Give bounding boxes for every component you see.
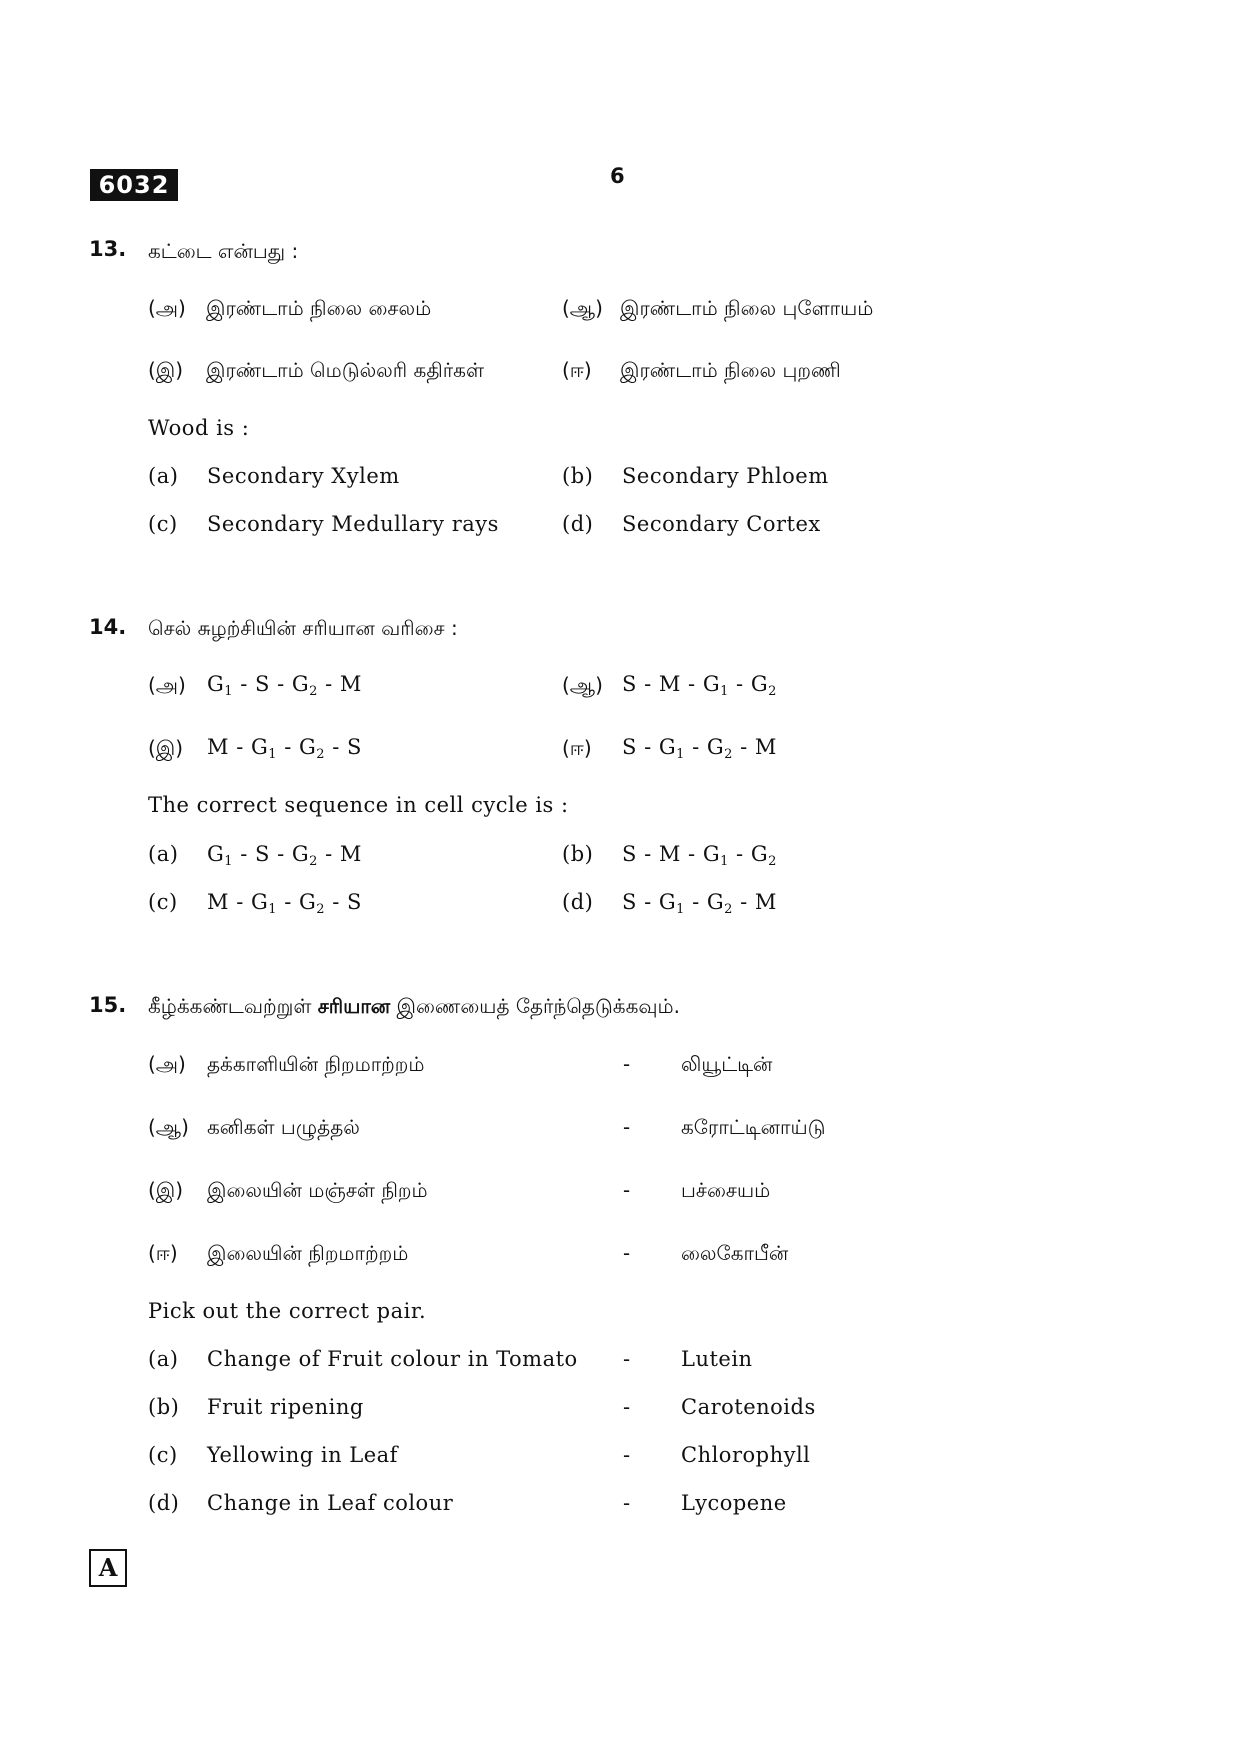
q13-number: 13. — [89, 237, 127, 261]
q15-en-pair-d-right: Lycopene — [681, 1491, 787, 1515]
q13-ta-opt-a-text: இரண்டாம் நிலை சைலம் — [206, 296, 432, 320]
q13-en-opt-a-text: Secondary Xylem — [207, 464, 400, 488]
q13-ta-opt-a-label: (அ) — [148, 296, 186, 320]
q15-en-pair-a-label: (a) — [148, 1347, 179, 1371]
q15-en-pair-d-dash: - — [623, 1491, 631, 1515]
q15-ta-pair-a-dash: - — [623, 1052, 631, 1076]
q14-ta-opt-a-sequence: $G_1$ - S - $G_2$ - M — [207, 672, 362, 699]
q15-ta-pair-b-right: கரோட்டினாய்டு — [681, 1115, 826, 1139]
q14-ta-opt-b-label: (ஆ) — [562, 673, 603, 697]
q15-ta-pair-a-right: லியூட்டின் — [681, 1052, 773, 1076]
q15-ta-pair-b-dash: - — [623, 1115, 631, 1139]
q15-en-pair-d-left: Change in Leaf colour — [207, 1491, 454, 1515]
q13-ta-opt-b-label: (ஆ) — [562, 296, 603, 320]
q13-ta-opt-d-label: (ஈ) — [562, 358, 592, 382]
q14-en-opt-c-sequence: M - $G_1 - G_2$ - S — [207, 890, 362, 917]
q15-en-pair-b-left: Fruit ripening — [207, 1395, 364, 1419]
q14-en-opt-b-sequence: S - M - $G_1 - G_2$ — [622, 842, 777, 869]
q13-en-opt-d-label: (d) — [562, 512, 594, 536]
q14-tamil-question: செல் சுழற்சியின் சரியான வரிசை : — [148, 616, 458, 640]
q13-ta-opt-c-text: இரண்டாம் மெடுல்லரி கதிர்கள் — [206, 358, 484, 382]
q14-ta-opt-c-sequence: M - $G_1 - G_2$ - S — [207, 735, 362, 762]
q15-tamil-question: கீழ்க்கண்டவற்றுள் சரியான இணையைத் தேர்ந்தெடுக்கவும். — [148, 994, 680, 1018]
q15-en-pair-d-label: (d) — [148, 1491, 180, 1515]
q14-en-opt-d-label: (d) — [562, 890, 594, 914]
q15-ta-pair-d-right: லைகோபீன் — [681, 1241, 789, 1265]
q15-en-pair-c-right: Chlorophyll — [681, 1443, 811, 1467]
q15-en-pair-a-right: Lutein — [681, 1347, 753, 1371]
q15-ta-pair-d-dash: - — [623, 1241, 631, 1265]
q14-ta-opt-b-sequence: S - M - $G_1 - G_2$ — [622, 672, 777, 699]
q15-en-pair-b-label: (b) — [148, 1395, 180, 1419]
q15-ta-pair-c-right: பச்சையம் — [681, 1178, 771, 1202]
q14-ta-opt-c-label: (இ) — [148, 736, 184, 760]
q14-ta-opt-d-sequence: S - $G_1 - G_2$ - M — [622, 735, 777, 762]
q15-en-pair-a-dash: - — [623, 1347, 631, 1371]
q14-ta-opt-a-label: (அ) — [148, 673, 186, 697]
q14-en-opt-c-label: (c) — [148, 890, 178, 914]
q13-tamil-question: கட்டை என்பது : — [148, 239, 299, 263]
q15-en-pair-c-left: Yellowing in Leaf — [207, 1443, 398, 1467]
q13-en-opt-b-text: Secondary Phloem — [622, 464, 829, 488]
q13-ta-opt-b-text: இரண்டாம் நிலை புளோயம் — [620, 296, 874, 320]
version-letter-box: A — [89, 1549, 127, 1587]
q15-ta-pair-c-dash: - — [623, 1178, 631, 1202]
q14-english-question: The correct sequence in cell cycle is : — [148, 793, 569, 817]
q15-en-pair-c-label: (c) — [148, 1443, 178, 1467]
q15-ta-pair-b-label: (ஆ) — [148, 1115, 189, 1139]
q13-english-question: Wood is : — [148, 416, 250, 440]
q15-ta-pair-b-left: கனிகள் பழுத்தல் — [207, 1115, 360, 1139]
page-number: 6 — [610, 164, 625, 188]
paper-code: 6032 — [90, 169, 178, 201]
q14-ta-opt-d-label: (ஈ) — [562, 736, 592, 760]
q14-en-opt-b-label: (b) — [562, 842, 594, 866]
q13-ta-opt-d-text: இரண்டாம் நிலை புறணி — [620, 358, 841, 382]
q15-number: 15. — [89, 993, 127, 1017]
q15-en-pair-c-dash: - — [623, 1443, 631, 1467]
q15-ta-pair-a-left: தக்காளியின் நிறமாற்றம் — [207, 1052, 425, 1076]
q15-ta-pair-a-label: (அ) — [148, 1052, 186, 1076]
q15-en-pair-a-left: Change of Fruit colour in Tomato — [207, 1347, 578, 1371]
q13-en-opt-d-text: Secondary Cortex — [622, 512, 821, 536]
q13-en-opt-b-label: (b) — [562, 464, 594, 488]
q15-ta-pair-c-left: இலையின் மஞ்சள் நிறம் — [207, 1178, 428, 1202]
q13-ta-opt-c-label: (இ) — [148, 358, 184, 382]
q14-en-opt-a-label: (a) — [148, 842, 179, 866]
q15-en-pair-b-right: Carotenoids — [681, 1395, 816, 1419]
q13-en-opt-c-text: Secondary Medullary rays — [207, 512, 499, 536]
q14-en-opt-a-sequence: $G_1$ - S - $G_2$ - M — [207, 842, 362, 869]
q14-number: 14. — [89, 615, 127, 639]
q15-ta-pair-d-label: (ஈ) — [148, 1241, 178, 1265]
q15-ta-pair-c-label: (இ) — [148, 1178, 184, 1202]
q13-en-opt-c-label: (c) — [148, 512, 178, 536]
q15-english-question: Pick out the correct pair. — [148, 1299, 427, 1323]
q14-en-opt-d-sequence: S - $G_1 - G_2$ - M — [622, 890, 777, 917]
q15-en-pair-b-dash: - — [623, 1395, 631, 1419]
q15-ta-pair-d-left: இலையின் நிறமாற்றம் — [207, 1241, 409, 1265]
q13-en-opt-a-label: (a) — [148, 464, 179, 488]
